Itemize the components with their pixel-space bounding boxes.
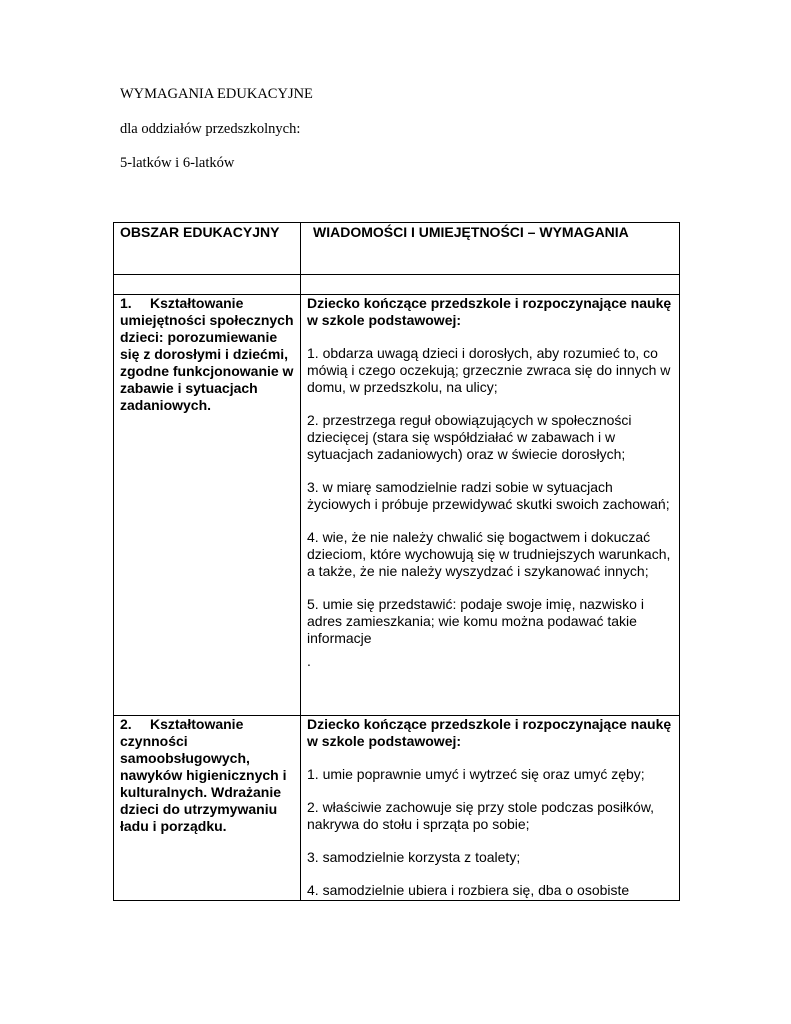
requirements-cell [301, 716, 680, 901]
requirements-cell [301, 295, 680, 716]
area-cell [114, 716, 301, 901]
header-educational-area: OBSZAR EDUKACYJNY [114, 223, 301, 275]
table-row [114, 295, 680, 716]
trailing-dot: . [307, 653, 311, 669]
area-number: 1. [120, 295, 132, 311]
area-text: Kształtowanie umiejętności społecznych dzieci: porozumiewanie się z dorosłymi i dziećmi, zgodne funkcjonowanie w zabawie i sytuacjach zadaniowych. [120, 295, 294, 413]
requirements-table [113, 222, 680, 901]
document-subtitle-groups: dla oddziałów przedszkolnych: [120, 121, 301, 137]
table-spacer-row [114, 275, 680, 295]
requirement-item: 1. umie poprawnie umyć i wytrzeć się oraz umyć zęby; [307, 766, 645, 782]
document-subtitle-ages: 5-latków i 6-latków [120, 155, 235, 171]
requirement-item: 2. właściwie zachowuje się przy stole podczas posiłków, nakrywa do stołu i sprząta po sobie; [307, 799, 655, 832]
table-row [114, 716, 680, 901]
header-knowledge-requirements: WIADOMOŚCI I UMIEJĘTNOŚCI – WYMAGANIA [301, 223, 680, 275]
requirement-item: 3. samodzielnie korzysta z toalety; [307, 849, 521, 865]
area-number: 2. [120, 716, 132, 732]
requirement-item: 4. samodzielnie ubiera i rozbiera się, dba o osobiste [307, 882, 630, 898]
table-header-row [114, 223, 680, 275]
requirement-item: 1. obdarza uwagą dzieci i dorosłych, aby rozumieć to, co mówią i czego oczekują; grzecznie zwraca się do innych w domu, w przedszkolu, na ulicy; [307, 345, 671, 395]
requirement-item: 4. wie, że nie należy chwalić się bogactwem i dokuczać dzieciom, które wychowują się w trudniejszych warunkach, a także, że nie należy wyszydzać i szykanować innych; [307, 529, 671, 579]
requirement-item: 3. w miarę samodzielnie radzi sobie w sytuacjach życiowych i próbuje przewidywać skutki swoich zachowań; [307, 479, 670, 512]
document-title: WYMAGANIA EDUKACYJNE [120, 86, 313, 102]
area-cell [114, 295, 301, 716]
requirement-item: 2. przestrzega reguł obowiązujących w społeczności dziecięcej (stara się współdziałać w zabawach i w sytuacjach zadaniowych) oraz w świecie dorosłych; [307, 412, 632, 462]
requirements-lead: Dziecko kończące przedszkole i rozpoczynające naukę w szkole podstawowej: [307, 295, 672, 328]
area-text: Kształtowanie czynności samoobsługowych, nawyków higienicznych i kulturalnych. Wdrażanie dzieci do utrzymywaniu ładu i porządku. [120, 716, 287, 834]
requirement-item: 5. umie się przedstawić: podaje swoje imię, nazwisko i adres zamieszkania; wie komu można podawać takie informacje [307, 596, 644, 646]
requirements-lead: Dziecko kończące przedszkole i rozpoczynające naukę w szkole podstawowej: [307, 716, 672, 749]
